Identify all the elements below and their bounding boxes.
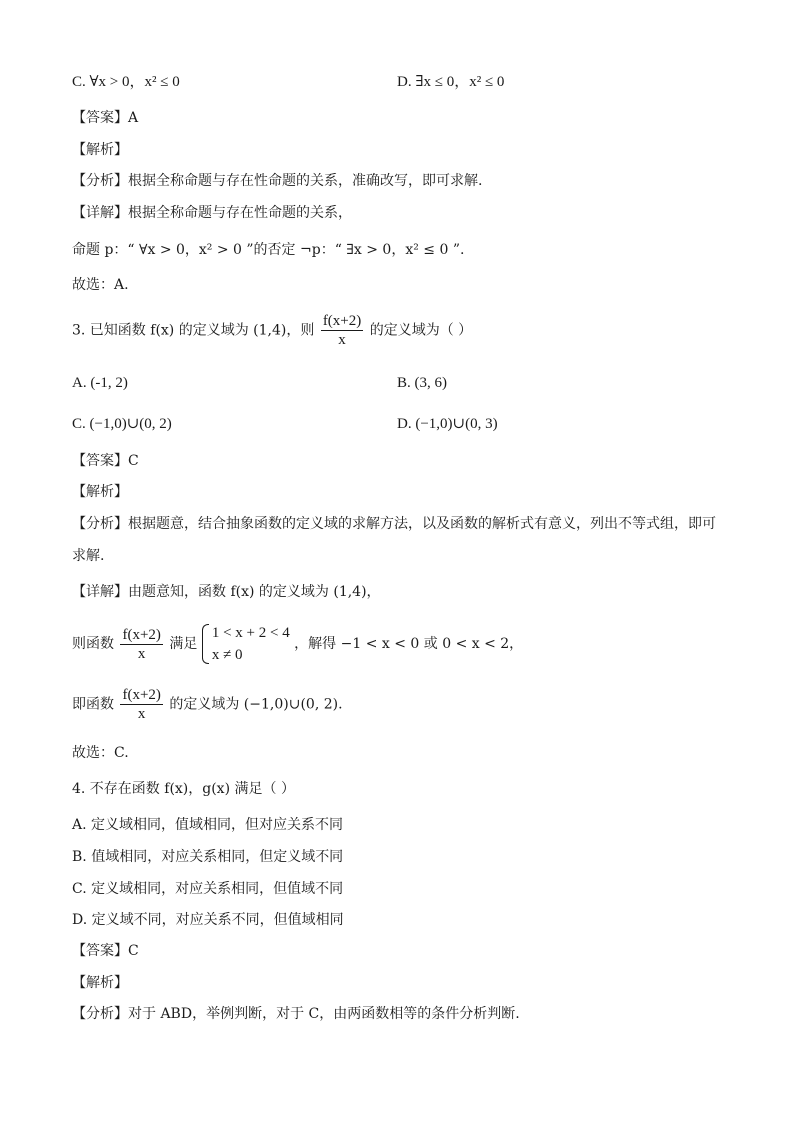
q3-xiangjie: 【详解】由题意知，函数 f(x) 的定义域为 (1,4)， — [72, 584, 381, 600]
q2-analysis-heading: 【解析】 — [72, 142, 128, 158]
q3-fenxi-line2: 求解. — [72, 548, 105, 564]
q3-stem-fraction — [321, 312, 363, 349]
q3-stem-post: 的定义域为（ ） — [369, 322, 473, 339]
q4-option-a: A. 定义域相同，值域相同，但对应关系不同 — [72, 817, 344, 833]
q3-so-pre: 即函数 — [72, 696, 114, 713]
q4-option-d: D. 定义域不同，对应关系不同，但值域相同 — [72, 912, 344, 928]
q3-answer: 【答案】C — [72, 453, 139, 469]
q3-conclusion-fraction — [120, 686, 162, 723]
q3-then-pre: 则函数 — [72, 636, 114, 652]
q3-choose: 故选：C. — [72, 745, 129, 761]
inequality-row-2: x ≠ 0 — [211, 647, 243, 663]
q3-analysis-heading: 【解析】 — [72, 484, 128, 500]
fraction-denominator: x — [137, 645, 146, 662]
fraction-denominator: x — [338, 332, 346, 348]
q2-answer: 【答案】A — [72, 110, 139, 126]
q4-analysis-heading: 【解析】 — [72, 975, 128, 991]
fraction-numerator: f(x+2) — [122, 626, 161, 643]
q3-fenxi-line1: 【分析】根据题意，结合抽象函数的定义域的求解方法，以及函数的解析式有意义，列出不等式组，即可 — [72, 516, 716, 532]
q3-condition-fraction — [120, 626, 162, 663]
q4-option-b: B. 值域相同，对应关系相同，但定义域不同 — [72, 849, 344, 865]
fraction-numerator: f(x+2) — [322, 313, 362, 329]
q3-option-c: C. (−1,0)∪(0, 2) — [72, 416, 172, 432]
q3-so-post: 的定义域为 (−1,0)∪(0, 2). — [169, 696, 343, 713]
q3-conclusion-line — [72, 686, 343, 723]
q4-stem: 4. 不存在函数 f(x)，g(x) 满足（ ） — [72, 781, 295, 797]
q2-choose: 故选：A. — [72, 277, 129, 293]
fraction-denominator: x — [137, 706, 146, 722]
q4-option-c: C. 定义域相同，对应关系相同，但值域不同 — [72, 881, 344, 897]
q2-proposition: 命题 p：“ ∀x > 0，x² > 0 ”的否定 ¬p：“ ∃x > 0，x² ≤ 0 ”. — [72, 242, 465, 258]
q4-fenxi: 【分析】对于 ABD，举例判断，对于 C，由两函数相等的条件分析判断. — [72, 1006, 520, 1022]
fraction-numerator: f(x+2) — [122, 687, 161, 703]
q3-option-d: D. (−1,0)∪(0, 3) — [397, 416, 498, 432]
q3-condition-line — [72, 622, 523, 666]
q4-answer: 【答案】C — [72, 943, 139, 959]
q2-option-d: D. ∃x ≤ 0，x² ≤ 0 — [397, 74, 505, 90]
q2-xiangjie: 【详解】根据全称命题与存在性命题的关系， — [72, 205, 352, 221]
inequality-row-1: 1 < x + 2 < 4 — [211, 625, 290, 641]
q3-option-b: B. (3, 6) — [397, 375, 447, 391]
inequality-system — [202, 622, 290, 666]
q3-then-mid: 满足 — [169, 636, 198, 652]
q3-stem — [72, 312, 472, 349]
q2-fenxi: 【分析】根据全称命题与存在性命题的关系，准确改写，即可求解. — [72, 173, 483, 189]
q3-then-post: ，解得 −1 < x < 0 或 0 < x < 2， — [294, 636, 524, 652]
q3-stem-pre: 3. 已知函数 f(x) 的定义域为 (1,4)，则 — [72, 322, 315, 339]
q3-option-a: A. (-1, 2) — [72, 375, 128, 391]
q2-option-c: C. ∀x > 0，x² ≤ 0 — [72, 74, 180, 90]
